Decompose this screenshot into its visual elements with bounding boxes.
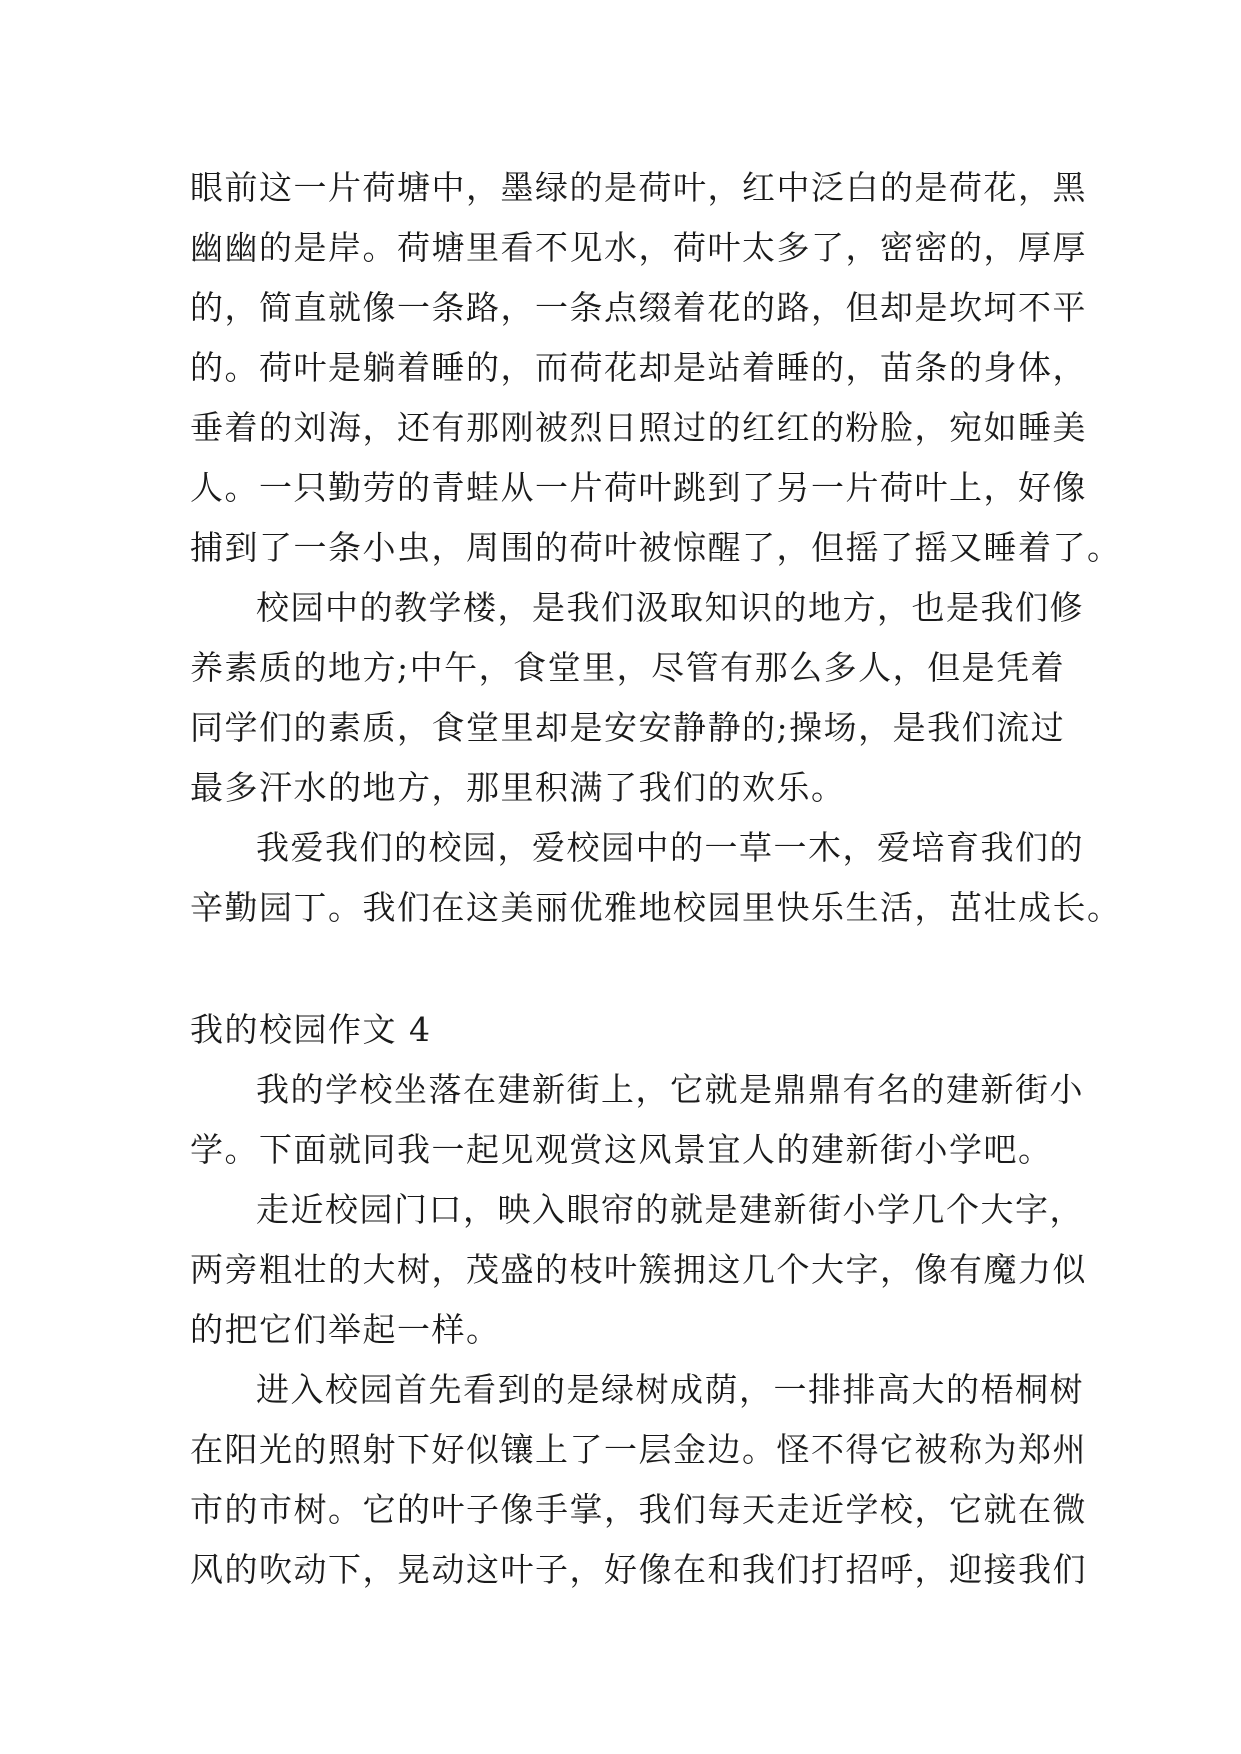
text-line: 的。荷叶是躺着睡的，而荷花却是站着睡的，苗条的身体，	[190, 348, 1087, 387]
paragraph-2	[190, 578, 1084, 818]
text-line: 养素质的地方;中午，食堂里，尽管有那么多人，但是凭着	[190, 648, 1066, 687]
text-line: 两旁粗壮的大树，茂盛的枝叶簇拥这几个大字，像有魔力似	[190, 1250, 1087, 1289]
paragraph-6	[190, 1360, 1087, 1600]
text-line: 人。一只勤劳的青蛙从一片荷叶跳到了另一片荷叶上，好像	[190, 468, 1087, 507]
text-line: 在阳光的照射下好似镶上了一层金边。怪不得它被称为郑州	[190, 1430, 1087, 1469]
text-line: 眼前这一片荷塘中，墨绿的是荷叶，红中泛白的是荷花，黑	[190, 168, 1087, 207]
paragraph-1	[190, 158, 1122, 578]
section-title: 我的校园作文 4	[190, 1010, 432, 1049]
text-line: 进入校园首先看到的是绿树成荫，一排排高大的梧桐树	[256, 1370, 1084, 1409]
text-line: 捕到了一条小虫，周围的荷叶被惊醒了，但摇了摇又睡着了。	[190, 528, 1122, 567]
text-line: 最多汗水的地方，那里积满了我们的欢乐。	[190, 768, 846, 807]
text-line: 辛勤园丁。我们在这美丽优雅地校园里快乐生活，茁壮成长。	[190, 888, 1122, 927]
paragraph-4	[190, 1060, 1084, 1180]
text-line: 的，简直就像一条路，一条点缀着花的路，但却是坎坷不平	[190, 288, 1087, 327]
text-line: 的把它们举起一样。	[190, 1310, 501, 1349]
text-line: 垂着的刘海，还有那刚被烈日照过的红红的粉脸，宛如睡美	[190, 408, 1087, 447]
text-line: 同学们的素质，食堂里却是安安静静的;操场，是我们流过	[190, 708, 1066, 747]
text-line: 走近校园门口，映入眼帘的就是建新街小学几个大字，	[256, 1190, 1084, 1229]
text-line: 市的市树。它的叶子像手掌，我们每天走近学校，它就在微	[190, 1490, 1087, 1529]
text-line: 学。下面就同我一起见观赏这风景宜人的建新街小学吧。	[190, 1130, 1053, 1169]
paragraph-3	[190, 818, 1122, 938]
document-body	[190, 158, 1122, 1600]
text-line: 我爱我们的校园，爱校园中的一草一木，爱培育我们的	[256, 828, 1084, 867]
text-line: 校园中的教学楼，是我们汲取知识的地方，也是我们修	[256, 588, 1084, 627]
text-line: 我的学校坐落在建新街上，它就是鼎鼎有名的建新街小	[256, 1070, 1084, 1109]
text-line: 幽幽的是岸。荷塘里看不见水，荷叶太多了，密密的，厚厚	[190, 228, 1087, 267]
text-line: 风的吹动下，晃动这叶子，好像在和我们打招呼，迎接我们	[190, 1550, 1087, 1589]
paragraph-5	[190, 1180, 1087, 1360]
